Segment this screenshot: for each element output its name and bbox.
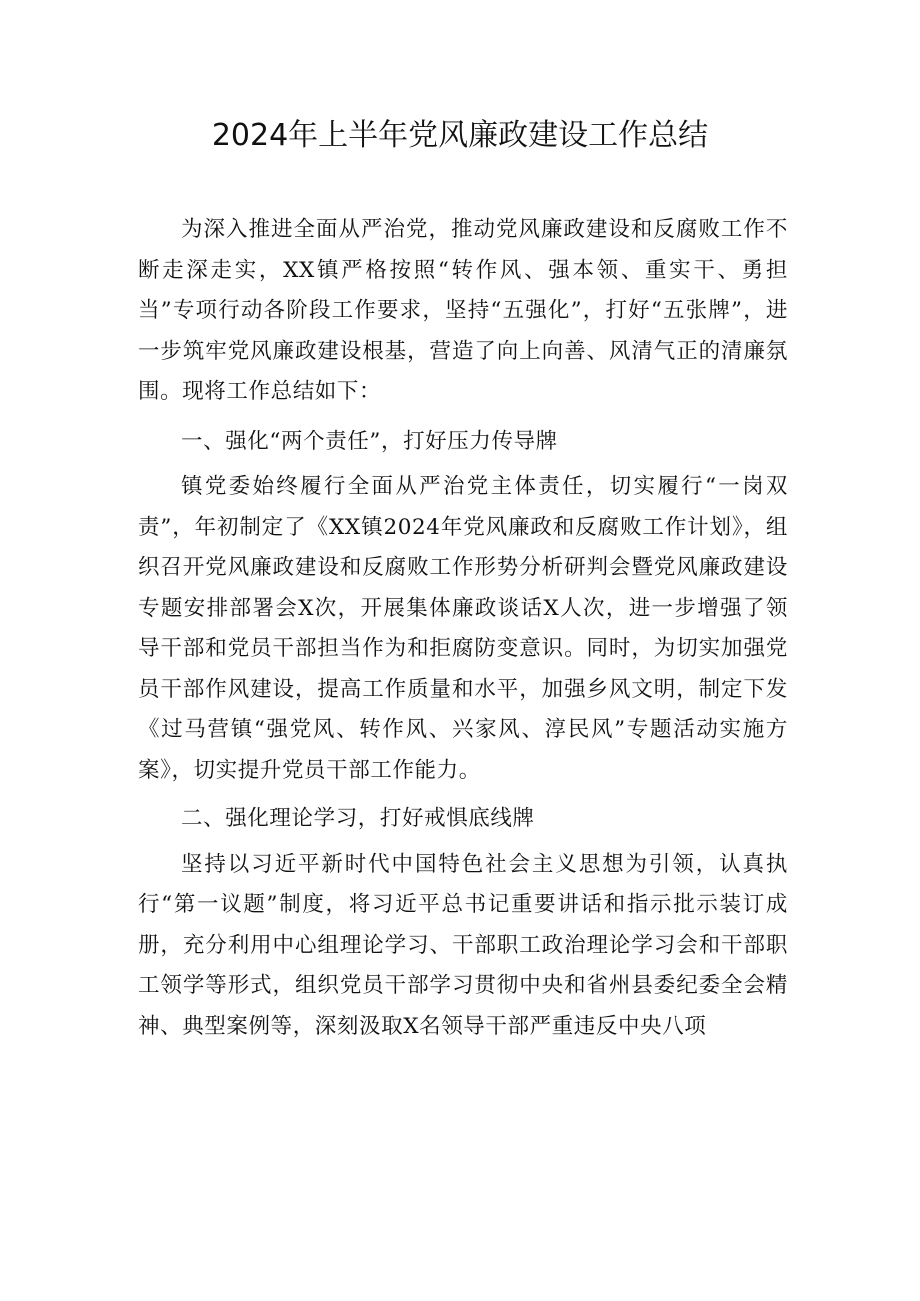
section-paragraph-2: 坚持以习近平新时代中国特色社会主义思想为引领，认真执行“第一议题”制度，将习近平总书记重要讲话和指示批示装订成册，充分利用中心组理论学习、干部职工政治理论学习会和干部职工领学等形式，组织党员干部学习贯彻中央和省州县委纪委全会精神、典型案例等，深刻汲取X名领导干部严重违反中央八项 — [138, 851, 788, 1039]
intro-paragraph: 为深入推进全面从严治党，推动党风廉政建设和反腐败工作不断走深走实，XX镇严格按照“转作风、强本领、重实干、勇担当”专项行动各阶段工作要求，坚持“五强化”，打好“五张牌”，进一步筑牢党风廉政建设根基，营造了向上向善、风清气正的清廉氛围。现将工作总结如下： — [138, 217, 788, 404]
section-paragraph-1: 镇党委始终履行全面从严治党主体责任，切实履行“一岗双责”，年初制定了《XX镇2024年党风廉政和反腐败工作计划》，组织召开党风廉政建设和反腐败工作形势分析研判会暨党风廉政建设专题安排部署会X次，开展集体廉政谈话X人次，进一步增强了领导干部和党员干部担当作为和拒腐防变意识。同时，为切实加强党员干部作风建设，提高工作质量和水平，加强乡风文明，制定下发《过马营镇“强党风、转作风、兴家风、淳民风”专题活动实施方案》，切实提升党员干部工作能力。 — [138, 474, 788, 783]
section-heading-2: 二、强化理论学习，打好戒惧底线牌 — [181, 806, 535, 831]
section-heading-1: 一、强化“两个责任”，打好压力传导牌 — [181, 428, 558, 454]
document-title: 2024年上半年党风廉政建设工作总结 — [211, 118, 709, 153]
document-body — [138, 210, 788, 1047]
